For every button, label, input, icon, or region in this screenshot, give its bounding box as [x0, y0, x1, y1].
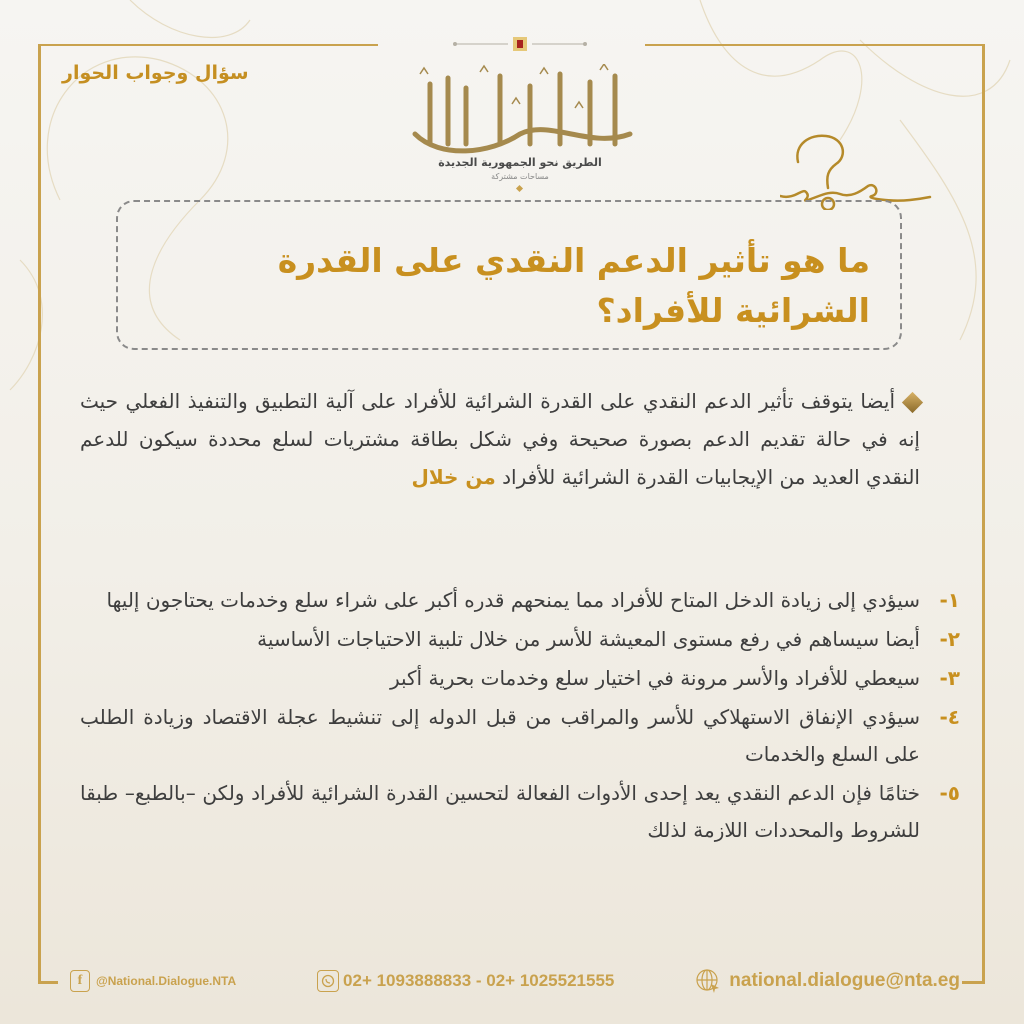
national-dialogue-logo — [390, 24, 650, 194]
globe-icon — [695, 968, 721, 994]
frame-bottom-left-line — [38, 981, 58, 984]
logo-subtitle: الطريق نحو الجمهورية الجديدة — [438, 156, 602, 169]
frame-bottom-right-line — [962, 981, 985, 984]
eagle-emblem-icon — [450, 36, 590, 52]
logo-calligraphy — [400, 64, 640, 154]
corner-title: سؤال وجواب الحوار — [62, 62, 249, 84]
intro-highlight: من خلال — [411, 465, 496, 489]
whatsapp-phones[interactable] — [317, 970, 614, 992]
benefits-list — [80, 582, 960, 851]
frame-right-line — [982, 44, 985, 984]
frame-left-line — [38, 44, 41, 984]
list-item — [80, 699, 960, 773]
phone-numbers[interactable]: 02+ 1093888833 - 02+ 1025521555 — [343, 971, 615, 990]
facebook-handle[interactable]: @National.Dialogue.NTA — [96, 974, 237, 988]
list-text: سيؤدي الإنفاق الاستهلاكي للأسر والمراقب من قبل الدوله إلى تنشيط عجلة الاقتصاد وزيادة الطلب على السلع والخدمات — [80, 705, 920, 766]
logo-tagline: مساحات مشتركة — [491, 172, 549, 181]
list-number: ٥- — [939, 781, 960, 805]
list-number: ٢- — [939, 627, 960, 651]
intro-paragraph — [80, 382, 920, 496]
list-item — [80, 775, 960, 849]
email-link[interactable] — [695, 968, 960, 994]
frame-top-right-line — [645, 44, 985, 46]
logo-dot-ornament — [516, 185, 523, 192]
list-text: سيؤدي إلى زيادة الدخل المتاح للأفراد مما يمنحهم قدره أكبر على شراء سلع وخدمات يحتاجون إليها — [106, 588, 920, 612]
email-address[interactable]: national.dialogue@nta.eg — [729, 970, 960, 991]
list-number: ١- — [939, 588, 960, 612]
question-mark-icon — [780, 130, 960, 210]
frame-top-left-line — [38, 44, 378, 46]
list-text: سيعطي للأفراد والأسر مرونة في اختيار سلع وخدمات بحرية أكبر — [389, 666, 920, 690]
footer-contact-bar — [70, 966, 960, 996]
list-number: ٤- — [939, 705, 960, 729]
list-text: ختامًا فإن الدعم النقدي يعد إحدى الأدوات الفعالة لتحسين القدرة الشرائية للأفراد ولكن –بالطبع– طبقا للشروط والمحددات اللازمة لذلك — [80, 781, 920, 842]
question-heading: ما هو تأثير الدعم النقدي على القدرة الشرائية للأفراد؟ — [277, 241, 870, 330]
diamond-bullet-icon — [902, 392, 923, 413]
facebook-link[interactable] — [70, 970, 236, 992]
facebook-icon: f — [70, 970, 90, 992]
list-item — [80, 660, 960, 697]
list-item — [80, 582, 960, 619]
whatsapp-icon — [317, 970, 339, 992]
intro-text: أيضا يتوقف تأثير الدعم النقدي على القدرة الشرائية للأفراد على آلية التطبيق والتنفيذ الفعلي حيث إنه في حالة تقديم الدعم بصورة صحيحة وفي شكل بطاقة مشتريات لسلع محددة سيكون للدعم النقدي العديد من الإيجابيات القدرة الشرائية للأفراد — [80, 389, 920, 489]
list-item — [80, 621, 960, 658]
list-text: أيضا سيساهم في رفع مستوى المعيشة للأسر من خلال تلبية الاحتياجات الأساسية — [257, 627, 920, 651]
list-number: ٣- — [939, 666, 960, 690]
